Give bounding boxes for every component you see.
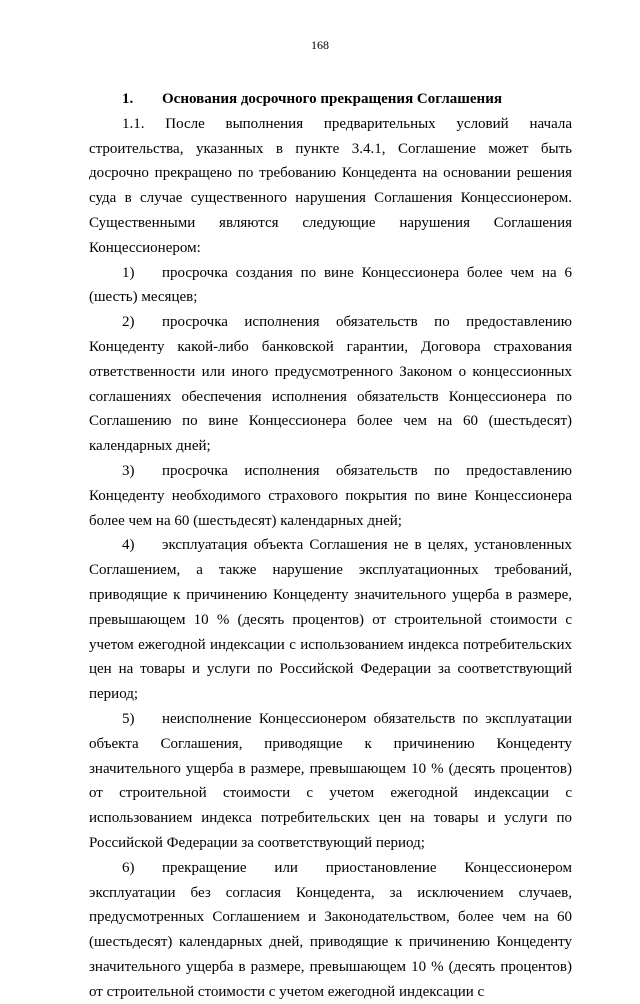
list-item-number: 1) [122,264,135,281]
document-body [89,87,572,1004]
list-item-number: 2) [122,314,135,331]
list-item-text: просрочка создания по вине Концессионера более чем на 6 (шесть) месяцев; [89,264,572,306]
list-item-number: 3) [122,462,135,479]
list-item-text: прекращение или приостановление Концессионером эксплуатации без согласия Концедента, за исключением случаев, предусмотренных Соглашением и Законодательством, более чем на 60 (шестьдесят) календарных дней, приводящие к причинению Концеденту значительного ущерба в размере, превышающем 10 % (десять процентов) от строительной стоимости с учетом ежегодной индексации с [89,859,572,1000]
list-item [89,459,572,533]
list-item [89,856,572,1004]
list-item-number: 5) [122,710,135,727]
list-item [89,310,572,459]
section-title: Основания досрочного прекращения Соглашения [162,91,502,107]
list-item [89,707,572,856]
list-item-number: 6) [122,859,135,876]
list-item [89,533,572,707]
section-heading [89,87,572,112]
list-item-number: 4) [122,537,135,554]
list-item-text: просрочка исполнения обязательств по предоставлению Концеденту необходимого страхового покрытия по вине Концессионера более чем на 60 (шестьдесят) календарных дней; [89,462,572,529]
section-number: 1. [122,91,134,107]
list-item-text: неисполнение Концессионером обязательств по эксплуатации объекта Соглашения, приводящие к причинению Концеденту значительного ущерба в размере, превышающем 10 % (десять процентов) от строительной стоимости с учетом ежегодной индексации с использованием индекса потребительских цен на товары и услуги по Российской Федерации за соответствующий период; [89,710,572,851]
list-item [89,261,572,311]
intro-paragraph: 1.1. После выполнения предварительных условий начала строительства, указанных в пункте 3.4.1, Соглашение может быть досрочно прекращено по требованию Концедента на основании решения суда в случае существенного нарушения Соглашения Концессионером. Существенными являются следующие нарушения Соглашения Концессионером: [89,115,572,256]
list-item-text: эксплуатация объекта Соглашения не в целях, установленных Соглашением, а также нарушение эксплуатационных требований, приводящие к причинению Концеденту значительного ущерба в размере, превышающем 10 % (десять процентов) от строительной стоимости с учетом ежегодной индексации с использованием индекса потребительских цен на товары и услуги по Российской Федерации за соответствующий период; [89,537,572,703]
page-number: 168 [311,38,329,52]
list-item-text: просрочка исполнения обязательств по предоставлению Концеденту какой-либо банковской гарантии, Договора страхования ответственности или иного предусмотренного Законом о концессионных соглашениях обеспечения исполнения обязательств Концессионера по Соглашению по вине Концессионера более чем на 60 (шестьдесят) календарных дней; [89,314,572,455]
